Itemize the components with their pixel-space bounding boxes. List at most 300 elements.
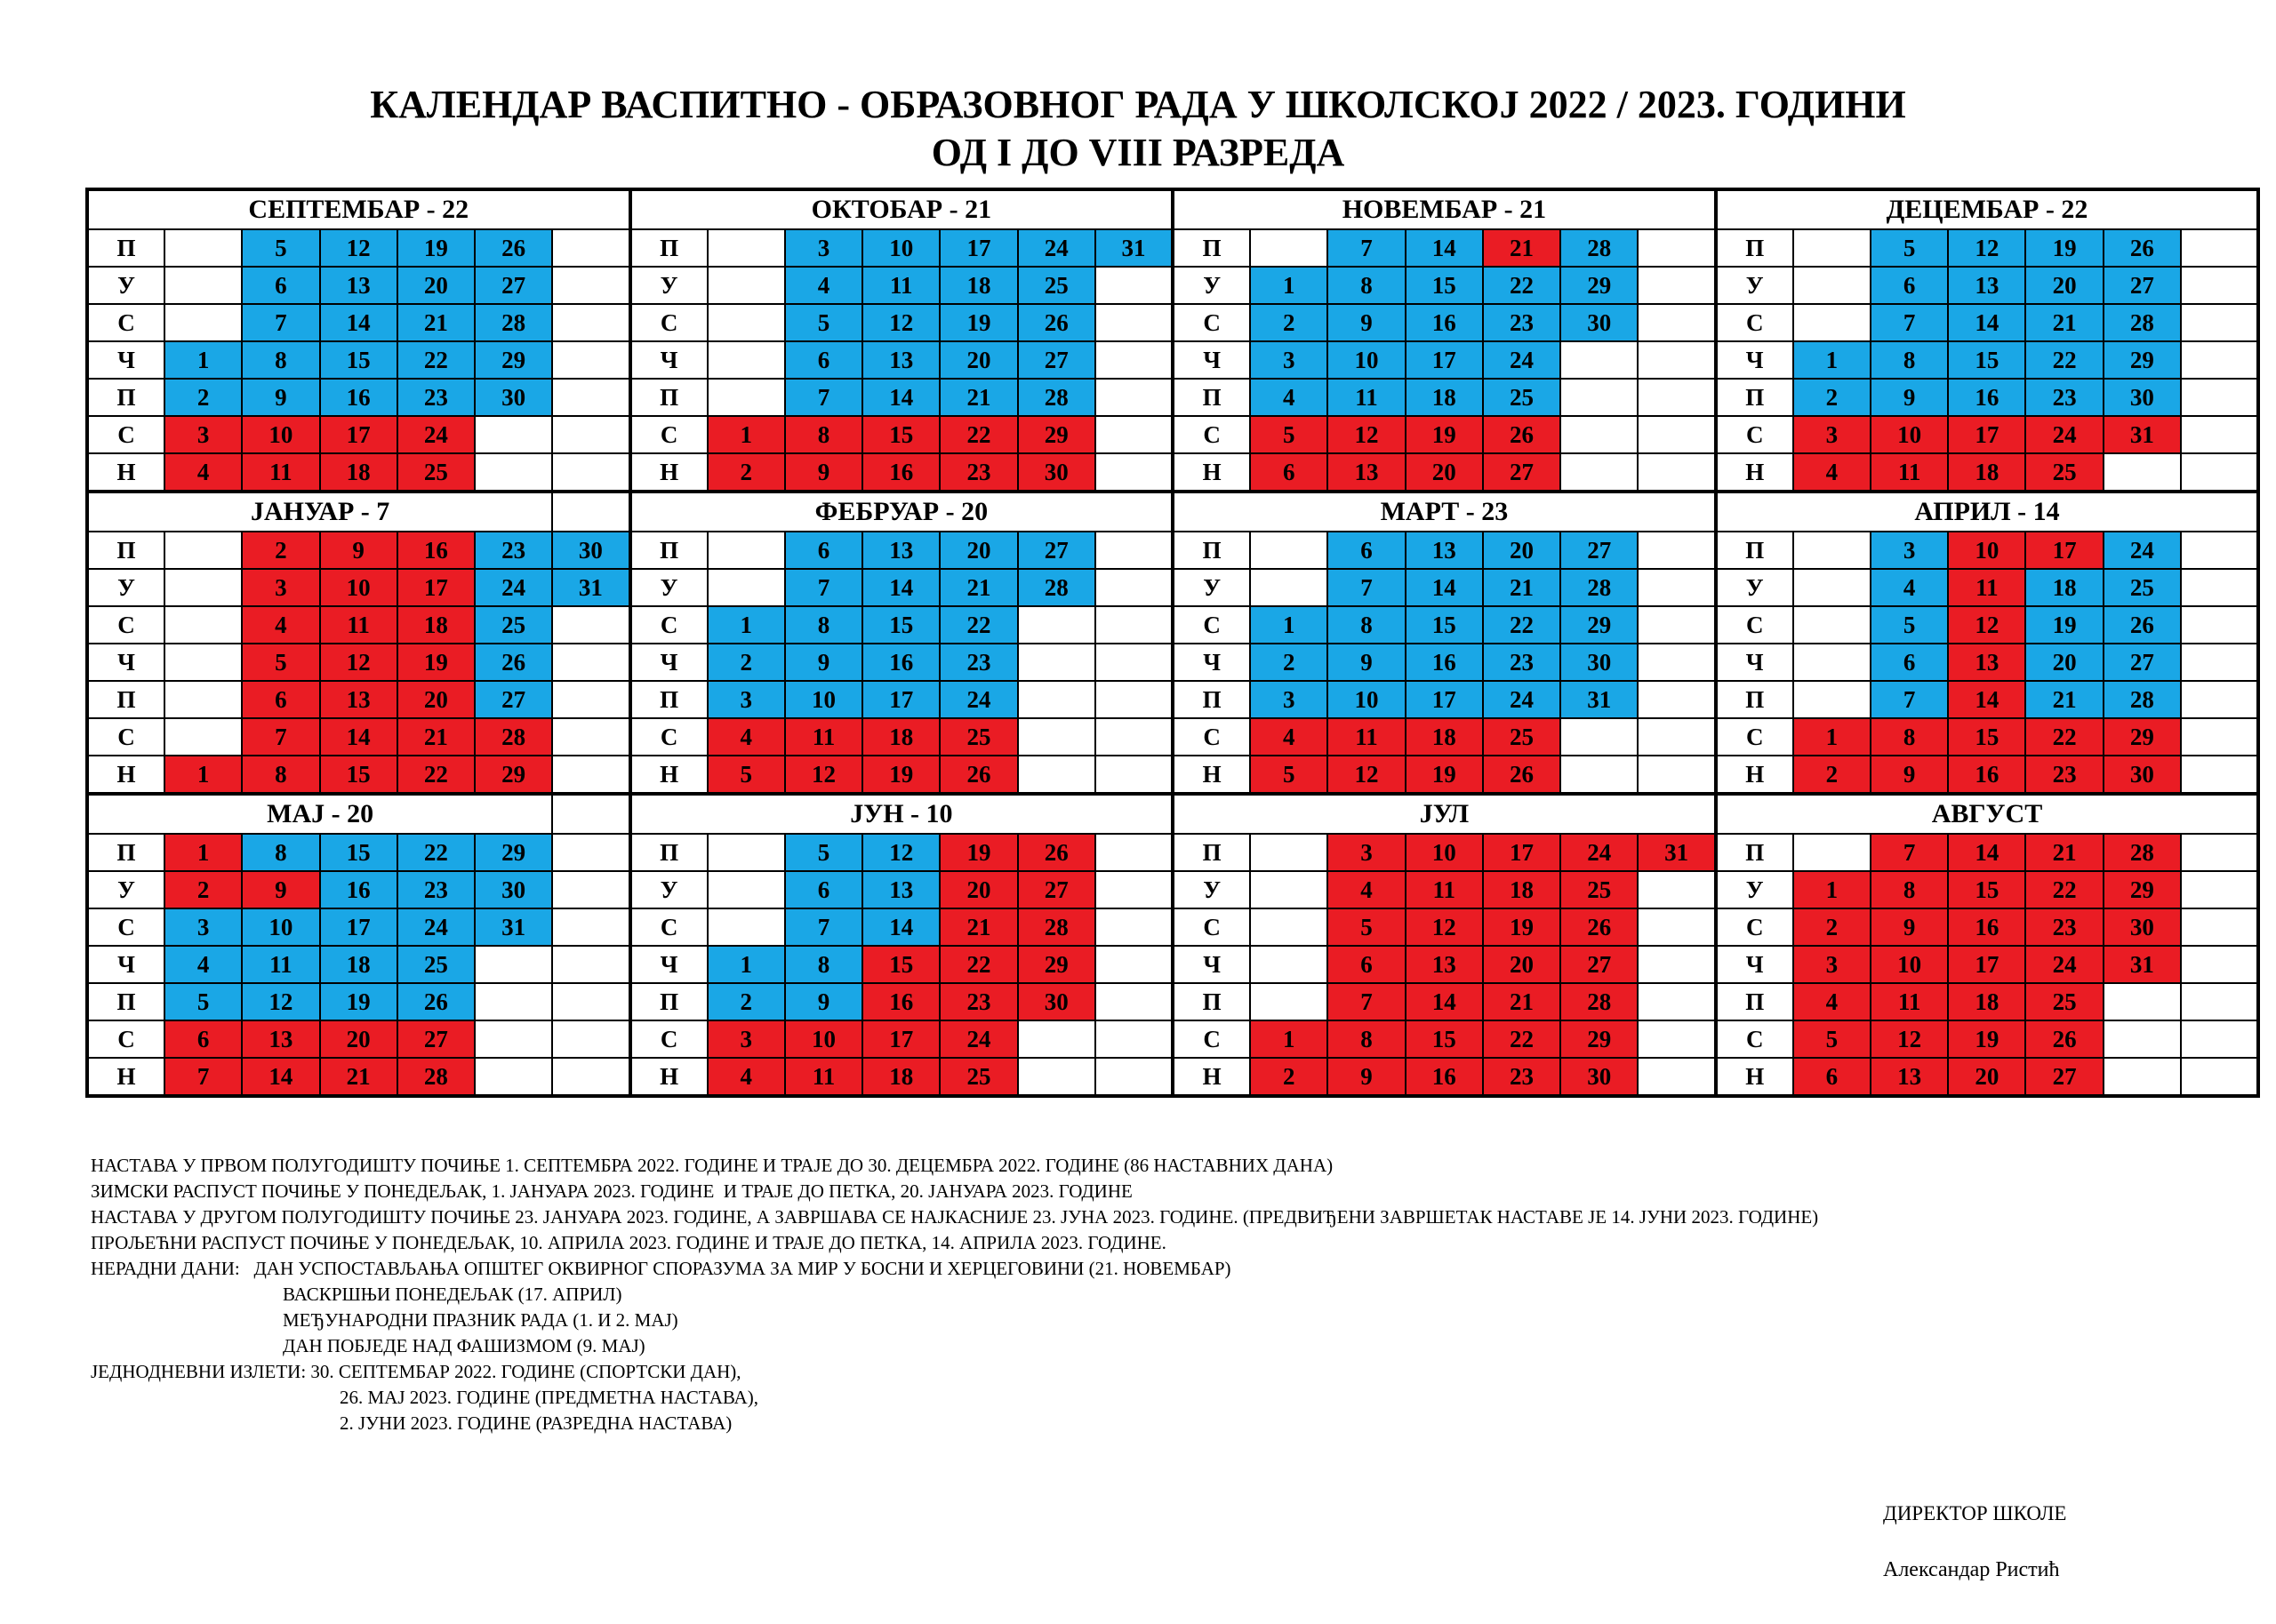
date-cell: 19 xyxy=(862,756,940,794)
empty-cell xyxy=(1560,756,1638,794)
date-cell: 13 xyxy=(1948,644,2025,681)
date-cell: 25 xyxy=(940,718,1017,756)
date-cell: 24 xyxy=(940,1020,1017,1058)
date-cell: 26 xyxy=(1483,416,1560,453)
date-cell: 13 xyxy=(1327,453,1405,492)
empty-cell xyxy=(552,304,629,341)
empty-cell xyxy=(1638,946,1715,983)
date-cell: 11 xyxy=(1871,983,1948,1020)
empty-cell xyxy=(552,908,629,946)
empty-cell xyxy=(1095,569,1173,606)
date-cell: 10 xyxy=(785,1020,862,1058)
date-cell: 25 xyxy=(1018,267,1095,304)
date-cell: 6 xyxy=(785,532,862,569)
empty-cell xyxy=(1250,229,1327,267)
note-line: ЗИМСКИ РАСПУСТ ПОЧИЊЕ У ПОНЕДЕЉАК, 1. ЈАНУАРА 2023. ГОДИНЕ И ТРАЈЕ ДО ПЕТКА, 20. ЈАНУАРА 2023. ГОДИНЕ xyxy=(91,1180,1133,1202)
date-cell: 23 xyxy=(475,532,552,569)
date-cell: 13 xyxy=(862,341,940,379)
empty-cell xyxy=(1560,416,1638,453)
week-day-row xyxy=(87,229,2258,267)
empty-cell xyxy=(2181,416,2258,453)
date-cell: 4 xyxy=(1250,379,1327,416)
empty-cell xyxy=(552,756,629,794)
date-cell: 16 xyxy=(320,379,397,416)
week-day-row xyxy=(87,681,2258,718)
date-cell: 22 xyxy=(1483,267,1560,304)
empty-cell xyxy=(708,267,785,304)
date-cell: 11 xyxy=(1871,453,1948,492)
empty-cell xyxy=(2181,229,2258,267)
date-cell: 6 xyxy=(1327,532,1405,569)
date-cell: 6 xyxy=(1793,1058,1871,1096)
day-label: Н xyxy=(1716,453,1793,492)
day-label: П xyxy=(630,532,708,569)
date-cell: 17 xyxy=(1406,341,1483,379)
empty-cell xyxy=(1018,681,1095,718)
date-cell: 21 xyxy=(320,1058,397,1096)
date-cell: 17 xyxy=(2025,532,2103,569)
date-cell: 11 xyxy=(1948,569,2025,606)
empty-cell xyxy=(552,416,629,453)
date-cell: 8 xyxy=(1327,1020,1405,1058)
date-cell: 27 xyxy=(2104,644,2181,681)
date-cell: 19 xyxy=(940,304,1017,341)
date-cell: 22 xyxy=(397,834,475,871)
date-cell: 25 xyxy=(475,606,552,644)
day-label: С xyxy=(1173,304,1250,341)
day-label: Ч xyxy=(1716,644,1793,681)
date-cell: 26 xyxy=(1560,908,1638,946)
empty-cell xyxy=(1560,718,1638,756)
empty-cell xyxy=(1095,606,1173,644)
empty-cell xyxy=(1638,983,1715,1020)
date-cell: 7 xyxy=(1327,229,1405,267)
date-cell: 2 xyxy=(708,453,785,492)
date-cell: 20 xyxy=(2025,644,2103,681)
day-label: У xyxy=(1716,871,1793,908)
date-cell: 31 xyxy=(552,569,629,606)
month-header-row xyxy=(87,492,2258,532)
month-header: ОКТОБАР - 21 xyxy=(630,189,1174,229)
date-cell: 13 xyxy=(242,1020,319,1058)
day-label: У xyxy=(87,569,164,606)
day-label: Ч xyxy=(630,341,708,379)
empty-cell xyxy=(1095,946,1173,983)
date-cell: 12 xyxy=(242,983,319,1020)
notes-section xyxy=(91,1153,1818,1436)
empty-cell xyxy=(1018,756,1095,794)
date-cell: 30 xyxy=(2104,908,2181,946)
date-cell: 6 xyxy=(1327,946,1405,983)
day-label: П xyxy=(630,983,708,1020)
empty-cell xyxy=(1095,341,1173,379)
day-label: С xyxy=(1716,606,1793,644)
day-label: С xyxy=(1173,606,1250,644)
day-label: С xyxy=(1173,908,1250,946)
date-cell: 5 xyxy=(785,834,862,871)
date-cell: 2 xyxy=(164,871,242,908)
date-cell: 9 xyxy=(1871,756,1948,794)
date-cell: 23 xyxy=(1483,644,1560,681)
date-cell: 6 xyxy=(1871,267,1948,304)
date-cell: 13 xyxy=(1406,946,1483,983)
empty-cell xyxy=(552,1020,629,1058)
day-label: П xyxy=(630,379,708,416)
day-label: С xyxy=(1173,416,1250,453)
empty-cell xyxy=(1793,304,1871,341)
empty-cell xyxy=(1793,532,1871,569)
director-name: Александар Ристић xyxy=(1883,1558,2060,1581)
date-cell: 10 xyxy=(242,416,319,453)
date-cell: 29 xyxy=(2104,341,2181,379)
date-cell: 25 xyxy=(2025,983,2103,1020)
date-cell: 10 xyxy=(785,681,862,718)
date-cell: 2 xyxy=(1793,756,1871,794)
date-cell: 28 xyxy=(1560,983,1638,1020)
date-cell: 24 xyxy=(397,908,475,946)
date-cell: 10 xyxy=(1948,532,2025,569)
date-cell: 30 xyxy=(1560,644,1638,681)
date-cell: 21 xyxy=(940,379,1017,416)
date-cell: 10 xyxy=(1871,416,1948,453)
note-line: ВАСКРШЊИ ПОНЕДЕЉАК (17. АПРИЛ) xyxy=(283,1284,622,1305)
month-header: АВГУСТ xyxy=(1716,794,2259,834)
date-cell: 23 xyxy=(2025,908,2103,946)
date-cell: 8 xyxy=(785,416,862,453)
date-cell: 27 xyxy=(1483,453,1560,492)
day-label: П xyxy=(87,229,164,267)
day-label: Н xyxy=(1173,1058,1250,1096)
date-cell: 1 xyxy=(1250,267,1327,304)
empty-cell xyxy=(552,871,629,908)
date-cell: 3 xyxy=(708,1020,785,1058)
day-label: С xyxy=(87,416,164,453)
day-label: П xyxy=(1716,229,1793,267)
date-cell: 5 xyxy=(164,983,242,1020)
date-cell: 24 xyxy=(397,416,475,453)
header-blank-cell xyxy=(552,492,629,532)
date-cell: 30 xyxy=(1018,453,1095,492)
date-cell: 9 xyxy=(242,379,319,416)
date-cell: 24 xyxy=(2025,946,2103,983)
empty-cell xyxy=(2181,379,2258,416)
empty-cell xyxy=(1095,267,1173,304)
date-cell: 28 xyxy=(1018,379,1095,416)
date-cell: 20 xyxy=(1406,453,1483,492)
date-cell: 27 xyxy=(2104,267,2181,304)
date-cell: 18 xyxy=(2025,569,2103,606)
date-cell: 15 xyxy=(862,946,940,983)
empty-cell xyxy=(1638,304,1715,341)
date-cell: 17 xyxy=(320,416,397,453)
page-title: КАЛЕНДАР ВАСПИТНО - ОБРАЗОВНОГ РАДА У ШКОЛСКОЈ 2022 / 2023. ГОДИНИ xyxy=(370,83,1906,126)
day-label: П xyxy=(1173,229,1250,267)
date-cell: 19 xyxy=(2025,606,2103,644)
date-cell: 3 xyxy=(1327,834,1405,871)
date-cell: 21 xyxy=(1483,229,1560,267)
date-cell: 9 xyxy=(1871,379,1948,416)
date-cell: 4 xyxy=(708,1058,785,1096)
empty-cell xyxy=(708,908,785,946)
empty-cell xyxy=(475,416,552,453)
date-cell: 22 xyxy=(2025,718,2103,756)
empty-cell xyxy=(1638,532,1715,569)
date-cell: 20 xyxy=(940,871,1017,908)
date-cell: 27 xyxy=(1018,532,1095,569)
date-cell: 11 xyxy=(785,1058,862,1096)
date-cell: 13 xyxy=(320,267,397,304)
date-cell: 27 xyxy=(475,267,552,304)
date-cell: 3 xyxy=(164,908,242,946)
empty-cell xyxy=(475,453,552,492)
date-cell: 12 xyxy=(862,304,940,341)
empty-cell xyxy=(1095,532,1173,569)
date-cell: 10 xyxy=(320,569,397,606)
date-cell: 22 xyxy=(940,416,1017,453)
day-label: С xyxy=(630,1020,708,1058)
month-header: АПРИЛ - 14 xyxy=(1716,492,2259,532)
note-line: ЈЕДНОДНЕВНИ ИЗЛЕТИ: 30. СЕПТЕМБАР 2022. ГОДИНЕ (СПОРТСКИ ДАН), xyxy=(91,1361,741,1382)
empty-cell xyxy=(475,946,552,983)
date-cell: 31 xyxy=(2104,946,2181,983)
date-cell: 1 xyxy=(164,834,242,871)
day-label: У xyxy=(1173,267,1250,304)
empty-cell xyxy=(552,681,629,718)
date-cell: 29 xyxy=(1018,416,1095,453)
week-day-row xyxy=(87,379,2258,416)
date-cell: 29 xyxy=(1560,606,1638,644)
empty-cell xyxy=(1638,569,1715,606)
date-cell: 4 xyxy=(708,718,785,756)
day-label: Н xyxy=(87,453,164,492)
date-cell: 11 xyxy=(320,606,397,644)
date-cell: 15 xyxy=(1948,341,2025,379)
date-cell: 2 xyxy=(242,532,319,569)
date-cell: 26 xyxy=(2104,606,2181,644)
date-cell: 14 xyxy=(1948,681,2025,718)
date-cell: 23 xyxy=(397,379,475,416)
date-cell: 10 xyxy=(1871,946,1948,983)
date-cell: 1 xyxy=(708,946,785,983)
empty-cell xyxy=(1095,304,1173,341)
date-cell: 4 xyxy=(1327,871,1405,908)
date-cell: 9 xyxy=(785,983,862,1020)
date-cell: 15 xyxy=(862,416,940,453)
empty-cell xyxy=(1095,718,1173,756)
note-line: 26. МАЈ 2023. ГОДИНЕ (ПРЕДМЕТНА НАСТАВА), xyxy=(340,1387,758,1408)
day-label: П xyxy=(1716,532,1793,569)
date-cell: 5 xyxy=(1250,416,1327,453)
date-cell: 24 xyxy=(2025,416,2103,453)
date-cell: 26 xyxy=(2104,229,2181,267)
week-day-row xyxy=(87,304,2258,341)
date-cell: 2 xyxy=(1250,644,1327,681)
date-cell: 30 xyxy=(475,379,552,416)
date-cell: 4 xyxy=(1871,569,1948,606)
empty-cell xyxy=(1250,946,1327,983)
day-label: С xyxy=(1716,1020,1793,1058)
week-day-row xyxy=(87,606,2258,644)
day-label: П xyxy=(87,983,164,1020)
week-day-row xyxy=(87,756,2258,794)
date-cell: 21 xyxy=(397,304,475,341)
date-cell: 15 xyxy=(1948,871,2025,908)
empty-cell xyxy=(164,532,242,569)
date-cell: 18 xyxy=(1948,453,2025,492)
date-cell: 6 xyxy=(785,341,862,379)
empty-cell xyxy=(1793,834,1871,871)
date-cell: 12 xyxy=(785,756,862,794)
date-cell: 6 xyxy=(242,681,319,718)
date-cell: 5 xyxy=(1871,229,1948,267)
date-cell: 3 xyxy=(1250,341,1327,379)
date-cell: 12 xyxy=(1948,229,2025,267)
note-line: МЕЂУНАРОДНИ ПРАЗНИК РАДА (1. И 2. МАЈ) xyxy=(283,1309,678,1331)
date-cell: 19 xyxy=(940,834,1017,871)
date-cell: 2 xyxy=(1793,379,1871,416)
date-cell: 14 xyxy=(320,304,397,341)
date-cell: 13 xyxy=(862,871,940,908)
month-header: МАРТ - 23 xyxy=(1173,492,1716,532)
date-cell: 16 xyxy=(397,532,475,569)
date-cell: 20 xyxy=(397,267,475,304)
date-cell: 7 xyxy=(1327,569,1405,606)
note-line: 2. ЈУНИ 2023. ГОДИНЕ (РАЗРЕДНА НАСТАВА) xyxy=(340,1412,733,1434)
date-cell: 7 xyxy=(1327,983,1405,1020)
empty-cell xyxy=(1638,379,1715,416)
date-cell: 5 xyxy=(1250,756,1327,794)
day-label: Н xyxy=(630,756,708,794)
date-cell: 12 xyxy=(1871,1020,1948,1058)
empty-cell xyxy=(1095,416,1173,453)
empty-cell xyxy=(1095,1020,1173,1058)
date-cell: 27 xyxy=(397,1020,475,1058)
date-cell: 15 xyxy=(320,756,397,794)
date-cell: 7 xyxy=(242,718,319,756)
date-cell: 2 xyxy=(708,644,785,681)
day-label: Н xyxy=(630,1058,708,1096)
empty-cell xyxy=(1638,1058,1715,1096)
week-day-row xyxy=(87,946,2258,983)
date-cell: 23 xyxy=(2025,379,2103,416)
date-cell: 29 xyxy=(475,834,552,871)
date-cell: 12 xyxy=(1948,606,2025,644)
day-label: У xyxy=(1716,267,1793,304)
date-cell: 17 xyxy=(940,229,1017,267)
day-label: Ч xyxy=(87,341,164,379)
date-cell: 5 xyxy=(1327,908,1405,946)
date-cell: 24 xyxy=(1483,341,1560,379)
date-cell: 9 xyxy=(785,453,862,492)
empty-cell xyxy=(1250,871,1327,908)
empty-cell xyxy=(1095,871,1173,908)
date-cell: 4 xyxy=(1793,453,1871,492)
day-label: С xyxy=(630,416,708,453)
empty-cell xyxy=(2181,267,2258,304)
date-cell: 20 xyxy=(1483,946,1560,983)
date-cell: 14 xyxy=(862,569,940,606)
empty-cell xyxy=(708,871,785,908)
month-header-row xyxy=(87,189,2258,229)
date-cell: 9 xyxy=(242,871,319,908)
date-cell: 11 xyxy=(242,453,319,492)
day-label: С xyxy=(87,1020,164,1058)
date-cell: 8 xyxy=(1327,606,1405,644)
date-cell: 21 xyxy=(2025,681,2103,718)
note-line: НЕРАДНИ ДАНИ: ДАН УСПОСТАВЉАЊА ОПШТЕГ ОКВИРНОГ СПОРАЗУМА ЗА МИР У БОСНИ И ХЕРЦЕГОВИНИ (21. НОВЕМБАР) xyxy=(91,1258,1231,1279)
empty-cell xyxy=(1018,1020,1095,1058)
day-label: С xyxy=(1173,1020,1250,1058)
date-cell: 13 xyxy=(320,681,397,718)
date-cell: 28 xyxy=(1560,229,1638,267)
date-cell: 26 xyxy=(475,229,552,267)
week-day-row xyxy=(87,416,2258,453)
date-cell: 19 xyxy=(320,983,397,1020)
date-cell: 5 xyxy=(1871,606,1948,644)
date-cell: 31 xyxy=(1095,229,1173,267)
empty-cell xyxy=(1560,379,1638,416)
date-cell: 26 xyxy=(940,756,1017,794)
date-cell: 22 xyxy=(397,341,475,379)
date-cell: 28 xyxy=(2104,304,2181,341)
empty-cell xyxy=(164,681,242,718)
empty-cell xyxy=(1095,983,1173,1020)
empty-cell xyxy=(552,1058,629,1096)
day-label: Ч xyxy=(630,644,708,681)
note-line: ДАН ПОБЈЕДЕ НАД ФАШИЗМОМ (9. МАЈ) xyxy=(283,1335,645,1356)
date-cell: 18 xyxy=(862,1058,940,1096)
day-label: С xyxy=(87,304,164,341)
date-cell: 23 xyxy=(940,644,1017,681)
date-cell: 12 xyxy=(1327,756,1405,794)
date-cell: 9 xyxy=(1327,304,1405,341)
week-day-row xyxy=(87,834,2258,871)
date-cell: 23 xyxy=(940,983,1017,1020)
date-cell: 1 xyxy=(708,416,785,453)
day-label: П xyxy=(1716,983,1793,1020)
date-cell: 4 xyxy=(164,946,242,983)
date-cell: 22 xyxy=(1483,1020,1560,1058)
date-cell: 6 xyxy=(242,267,319,304)
date-cell: 28 xyxy=(2104,834,2181,871)
date-cell: 22 xyxy=(397,756,475,794)
empty-cell xyxy=(1018,644,1095,681)
day-label: Ч xyxy=(630,946,708,983)
date-cell: 21 xyxy=(1483,983,1560,1020)
date-cell: 20 xyxy=(1948,1058,2025,1096)
date-cell: 21 xyxy=(940,908,1017,946)
date-cell: 21 xyxy=(940,569,1017,606)
day-label: С xyxy=(630,304,708,341)
empty-cell xyxy=(164,569,242,606)
date-cell: 28 xyxy=(397,1058,475,1096)
day-label: Ч xyxy=(87,644,164,681)
date-cell: 29 xyxy=(475,756,552,794)
date-cell: 8 xyxy=(242,341,319,379)
date-cell: 11 xyxy=(785,718,862,756)
empty-cell xyxy=(552,379,629,416)
empty-cell xyxy=(2181,453,2258,492)
day-label: У xyxy=(1173,569,1250,606)
date-cell: 20 xyxy=(2025,267,2103,304)
empty-cell xyxy=(1095,379,1173,416)
empty-cell xyxy=(552,718,629,756)
day-label: Ч xyxy=(87,946,164,983)
date-cell: 16 xyxy=(320,871,397,908)
day-label: П xyxy=(630,229,708,267)
date-cell: 17 xyxy=(862,681,940,718)
date-cell: 8 xyxy=(1871,871,1948,908)
